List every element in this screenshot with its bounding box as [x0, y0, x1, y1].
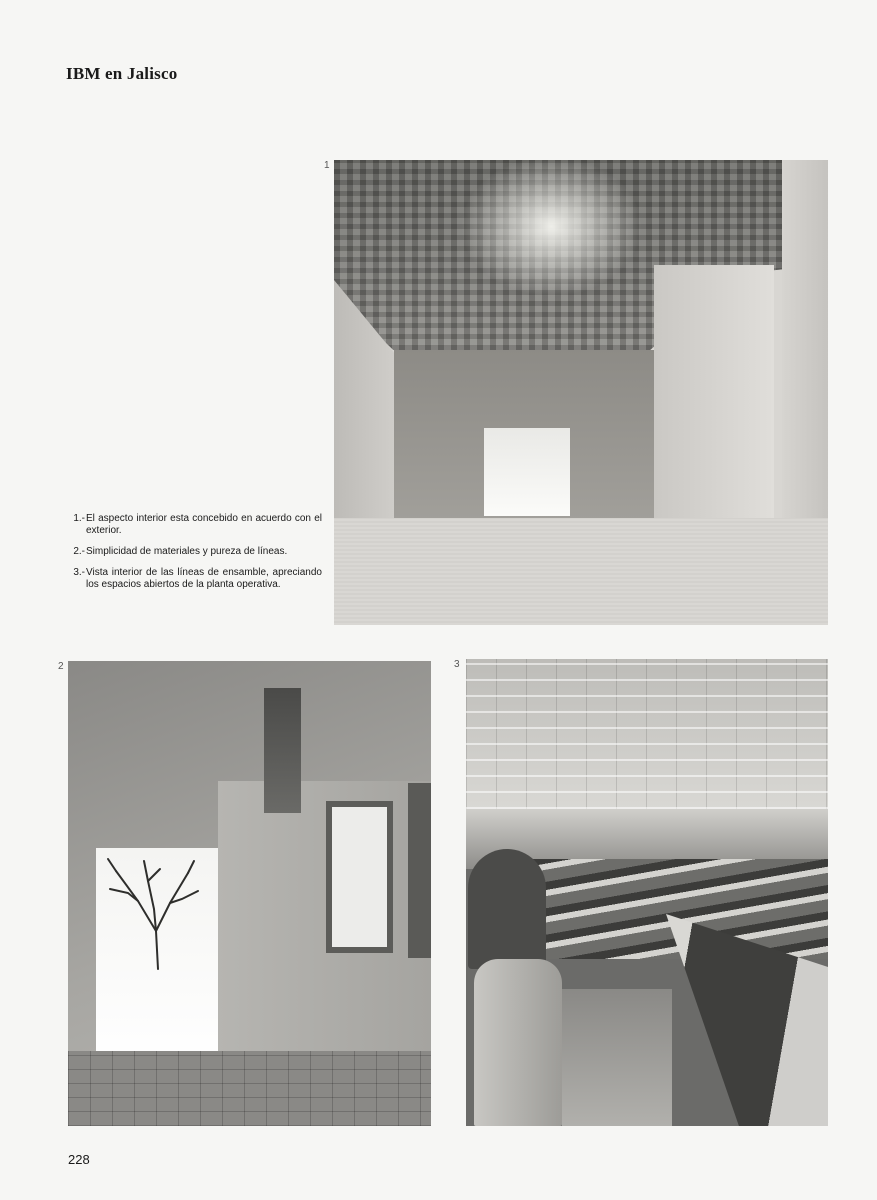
captions [70, 513, 322, 600]
caption-1: 1.- El aspecto interior esta concebido en acuerdo con el exterior. [73, 513, 322, 536]
photo-assembly-lines [466, 659, 828, 1126]
page-number: 228 [68, 1152, 90, 1167]
photo-wall-windows [68, 661, 431, 1126]
figure-number-3: 3 [454, 659, 460, 670]
page-header: IBM en Jalisco [66, 64, 178, 83]
figure-number-1: 1 [324, 160, 330, 171]
caption-3: 3.- Vista interior de las líneas de ensamble, apreciando los espacios abiertos de la planta operativa. [73, 567, 322, 590]
caption-2: 2.- Simplicidad de materiales y pureza de líneas. [73, 546, 288, 557]
photo-interior-space [334, 160, 828, 625]
tree-illustration [98, 851, 203, 971]
figure-number-2: 2 [58, 661, 64, 672]
